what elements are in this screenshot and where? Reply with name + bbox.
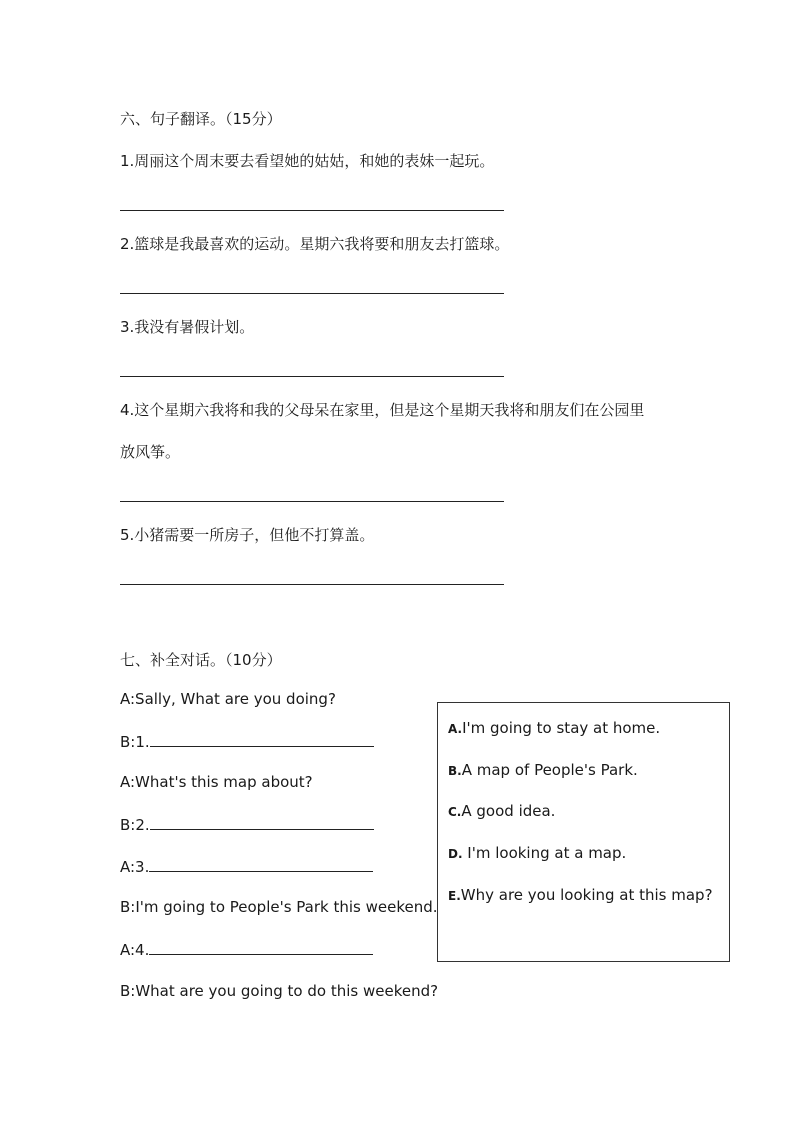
options-box — [437, 702, 730, 962]
option-e-text: Why are you looking at this map? — [460, 886, 713, 904]
translation-item-4-continued: 放风筝。 — [120, 443, 181, 461]
section-7-title: 七、补全对话。（10分） — [120, 651, 282, 669]
answer-line-5[interactable] — [120, 584, 504, 585]
option-e-letter: E. — [448, 889, 461, 903]
dialogue-blank-2[interactable] — [150, 815, 374, 830]
option-e — [448, 886, 713, 904]
dialogue-line-2 — [120, 732, 374, 751]
translation-item-1: 1.周丽这个周末要去看望她的姑姑，和她的表妹一起玩。 — [120, 152, 495, 170]
dialogue-line-4-label: B:2. — [120, 816, 150, 834]
answer-line-2[interactable] — [120, 293, 504, 294]
dialogue-line-5-label: A:3. — [120, 858, 150, 876]
option-d — [448, 844, 626, 862]
option-a-letter: A. — [448, 722, 463, 736]
option-c-text: A good idea. — [461, 802, 556, 820]
dialogue-line-3: A:What's this map about? — [120, 773, 313, 791]
translation-item-4: 4.这个星期六我将和我的父母呆在家里，但是这个星期天我将和朋友们在公园里 — [120, 401, 645, 419]
dialogue-blank-1[interactable] — [150, 732, 374, 747]
option-b-text: A map of People's Park. — [461, 761, 638, 779]
option-d-text: I'm looking at a map. — [462, 844, 627, 862]
option-d-letter: D. — [448, 847, 463, 861]
answer-line-3[interactable] — [120, 376, 504, 377]
option-b — [448, 761, 638, 779]
dialogue-blank-4[interactable] — [149, 940, 373, 955]
dialogue-line-6: B:I'm going to People's Park this weekend. — [120, 898, 438, 916]
option-a — [448, 719, 660, 737]
dialogue-line-5 — [120, 857, 373, 876]
dialogue-line-2-label: B:1. — [120, 733, 150, 751]
option-a-text: I'm going to stay at home. — [462, 719, 661, 737]
section-6-title: 六、句子翻译。（15分） — [120, 110, 282, 128]
dialogue-line-8: B:What are you going to do this weekend? — [120, 982, 439, 1000]
dialogue-line-4 — [120, 815, 374, 834]
option-b-letter: B. — [448, 764, 462, 778]
dialogue-line-1: A:Sally, What are you doing? — [120, 690, 336, 708]
option-c — [448, 802, 555, 820]
dialogue-blank-3[interactable] — [149, 857, 373, 872]
dialogue-line-7 — [120, 940, 373, 959]
dialogue-line-7-label: A:4. — [120, 941, 150, 959]
answer-line-4[interactable] — [120, 501, 504, 502]
answer-line-1[interactable] — [120, 210, 504, 211]
translation-item-2: 2.篮球是我最喜欢的运动。星期六我将要和朋友去打篮球。 — [120, 235, 510, 253]
option-c-letter: C. — [448, 805, 462, 819]
translation-item-5: 5.小猪需要一所房子，但他不打算盖。 — [120, 526, 375, 544]
translation-item-3: 3.我没有暑假计划。 — [120, 318, 255, 336]
